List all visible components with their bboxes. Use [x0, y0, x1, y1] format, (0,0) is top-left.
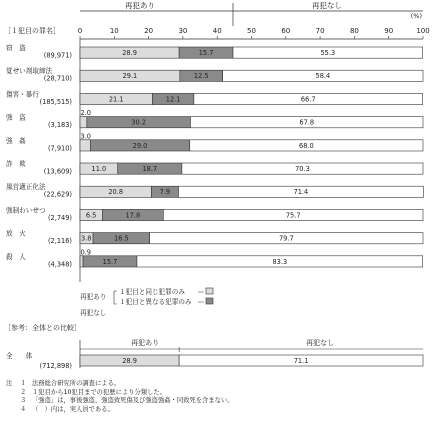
data-label: 75.7	[285, 211, 301, 220]
category-name: 風営適正化法	[6, 183, 46, 192]
category-labels	[6, 43, 72, 268]
note-number: １	[20, 380, 27, 387]
note-row	[6, 380, 426, 389]
note-row	[6, 406, 426, 415]
note-mark: 注	[6, 380, 13, 387]
category-count: (89,971)	[43, 51, 72, 60]
note-number: ２	[20, 388, 27, 396]
data-label: 12.5	[193, 72, 209, 81]
category-count: (4,348)	[47, 260, 72, 269]
reference-group-right: 再犯なし	[306, 339, 335, 347]
note-text: （ ）内は，実人員である。	[32, 405, 114, 413]
x-tick-label: 80	[349, 27, 359, 35]
legend-bracket	[114, 291, 117, 304]
data-label: 58.4	[315, 72, 331, 81]
data-label: 79.7	[278, 234, 294, 243]
category-name: 放 火	[6, 229, 26, 238]
category-name: 傷害・暴行	[6, 90, 39, 99]
category-count: (2,116)	[47, 237, 72, 246]
data-label: 12.1	[165, 95, 181, 104]
data-label: 2.0	[80, 109, 91, 118]
legend-swatch	[206, 288, 213, 294]
category-name: 窃 盗	[6, 44, 26, 52]
category-name: 殺 人	[6, 252, 26, 261]
data-label: 70.3	[295, 165, 310, 173]
note-text: 「強盗」は，事後強盗，強盗致死傷及び強盗強姦・同致死を含まない。	[32, 397, 234, 405]
category-count: (22,629)	[43, 190, 72, 199]
reference-category-count: (712,898)	[39, 362, 72, 370]
category-header: ［１犯目の罪名］	[4, 27, 60, 35]
data-label: 83.3	[272, 257, 288, 266]
legend-item-label: １犯目と同じ犯罪のみ	[119, 288, 185, 296]
data-label: 29.1	[122, 72, 138, 81]
data-label: 16.5	[113, 234, 129, 243]
reference-group-left: 再犯あり	[131, 339, 160, 347]
percent-unit: (%)	[410, 12, 422, 20]
data-label: 11.0	[91, 165, 107, 173]
data-label: 29.0	[132, 141, 148, 150]
bar-segment	[80, 140, 90, 151]
legend-item-label: １犯目と異なる犯罪のみ	[119, 298, 192, 306]
reference-title: ［参考：全体との比較］	[4, 324, 81, 332]
group-label-no-recidivism: 再犯なし	[311, 1, 342, 10]
legend-swatch	[206, 298, 213, 304]
data-label: 21.1	[108, 95, 124, 104]
category-name: 覚せい剤取締法	[6, 67, 53, 76]
category-count: (2,749)	[47, 213, 72, 222]
group-label-recidivism: 再犯あり	[125, 1, 156, 10]
legend-group-label: 再犯あり	[80, 293, 107, 301]
data-label: 67.8	[299, 118, 315, 127]
x-tick-label: 90	[384, 27, 394, 35]
category-count: (28,710)	[43, 74, 72, 83]
note-number: ３	[20, 397, 27, 405]
category-count: (13,609)	[43, 167, 72, 176]
bar-segment	[80, 117, 87, 128]
data-label: 17.8	[125, 211, 141, 220]
x-tick-label: 50	[247, 27, 256, 35]
x-tick-label: 40	[212, 27, 222, 35]
data-label: 20.8	[108, 188, 124, 197]
bars-layer	[80, 47, 423, 267]
data-label: 28.9	[122, 49, 137, 57]
data-label: 7.9	[159, 188, 171, 197]
data-label: 3.0	[80, 132, 91, 141]
data-label: 66.7	[300, 95, 316, 104]
x-tick-label: 70	[315, 27, 325, 35]
data-label: 18.7	[142, 165, 158, 173]
note-text: 法務総合研究所の調査による。	[32, 380, 121, 387]
note-row	[6, 397, 426, 406]
category-count: (7,910)	[47, 144, 72, 153]
category-name: 強制わいせつ	[6, 206, 46, 215]
category-name: 強 姦	[6, 136, 26, 145]
category-count: (3,183)	[47, 121, 72, 130]
reference-category-name: 全 体	[6, 352, 33, 360]
category-name: 強 盗	[6, 113, 26, 122]
data-label: 6.5	[85, 211, 97, 220]
x-tick-label: 10	[109, 27, 119, 35]
legend	[80, 287, 213, 317]
bar-segment	[80, 256, 83, 267]
reference-data-label: 28.9	[122, 356, 137, 365]
data-label: 15.7	[198, 49, 214, 57]
note-row	[6, 389, 426, 398]
data-label: 15.7	[102, 257, 118, 266]
data-label: 0.9	[80, 248, 91, 257]
x-tick-label: 60	[281, 27, 291, 35]
x-tick-label: 0	[77, 27, 83, 35]
category-count: (185,515)	[39, 97, 72, 106]
data-label: 30.2	[131, 118, 146, 127]
data-label: 3.8	[81, 234, 92, 243]
legend-none-label: 再犯なし	[80, 309, 107, 317]
reference-comparison	[4, 323, 423, 370]
note-number: ４	[20, 405, 27, 413]
category-name: 詐 欺	[6, 160, 26, 168]
reference-data-label: 71.1	[293, 356, 309, 365]
x-tick-label: 20	[144, 27, 154, 35]
data-label: 68.0	[299, 141, 314, 150]
data-label: 71.4	[293, 188, 309, 197]
x-tick-label: 100	[416, 27, 430, 35]
x-tick-label: 30	[178, 27, 188, 35]
data-label: 55.3	[320, 49, 336, 57]
notes	[6, 380, 426, 414]
note-text: １犯目から10犯目までの犯歴により分類した。	[32, 388, 166, 396]
